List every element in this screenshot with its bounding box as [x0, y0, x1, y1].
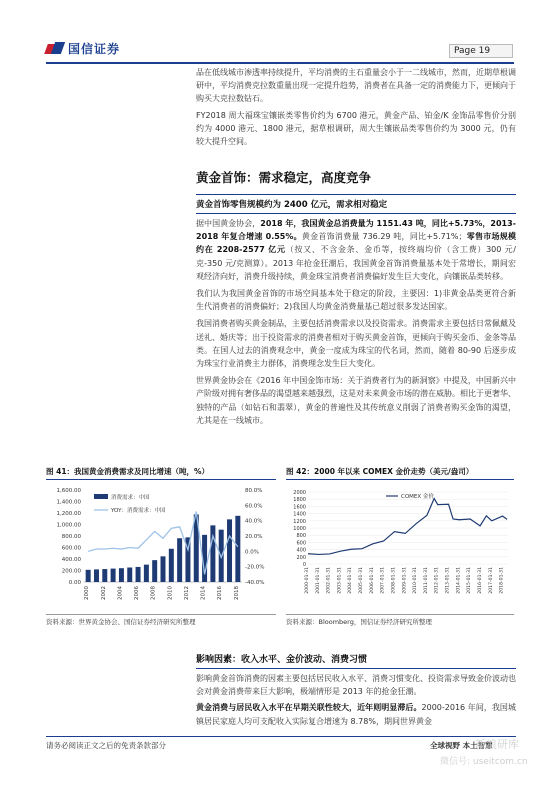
figure-41-rule — [46, 479, 276, 480]
p2-tail: 2000-2016 年间，我国城镇居民家庭人均可支配收入实际复合增速为 8.78%，期间世界黄金 — [196, 703, 516, 726]
figure-42-title: 图 42：2000 年以来 COMEX 金价走势（美元/盎司） — [286, 467, 474, 476]
page-number: Page 19 — [449, 44, 513, 58]
logo-text: 国信证券 — [68, 42, 121, 56]
figure-42-source: 资料来源：Bloomberg，国信证券经济研究所整理 — [286, 618, 432, 626]
footer-disclaimer: 请务必阅读正文之后的免责条款部分 — [46, 741, 166, 750]
section-rule — [196, 194, 516, 195]
bar — [227, 519, 232, 582]
x-tick-label: 2014-01-31 — [456, 567, 462, 594]
y-tick-label: 200 — [296, 554, 306, 561]
x-tick-label: 2006-01-31 — [369, 567, 375, 594]
x-tick-label: 2009-01-31 — [402, 567, 408, 594]
p1-tail: （按又、不含金条、金币等，按终端均价（含工费）300 元/克-350 元/克测算）。2013 年抢金狂潮后，我国黄金首饰消费量基本处于常增长，期间宏观经济向好，消费升级持续，黄金珠宝消费者消费偏好发生巨大变化，向镶嵌品类转移。 — [196, 245, 517, 281]
y-tick-label: 0 — [302, 562, 306, 568]
figure-41-title: 图 41：我国黄金消费需求及同比增速（吨，%） — [46, 467, 210, 476]
section-paragraph-4: 世界黄金协会在《2016 年中国金饰市场：关于消费者行为的新洞察》中提及，中国新兴中产阶级对拥有奢侈品的渴望越来越强烈，这是对未来黄金市场的潜在威胁。相比于更奢华、独特的产品（如钻石和翡翠），黄金的普遍性及其传统意义削弱了消费者购买金饰的渴望，尤其是在一线城市。 — [196, 376, 516, 425]
p1-highlight-2: 零售市场规模约在 2208-2577 亿元 — [196, 232, 516, 255]
gold-section — [196, 168, 516, 427]
right-tick-label: -40.0% — [245, 580, 265, 586]
x-tick-label: 2016-01-31 — [477, 567, 483, 594]
bar — [111, 569, 116, 582]
bar — [102, 569, 107, 582]
bar — [235, 516, 240, 582]
bar — [127, 568, 132, 582]
y-tick-label: 1800 — [293, 497, 306, 504]
right-tick-label: 40.0% — [245, 518, 263, 525]
figure-41-source: 资料来源：世界黄金协会、国信证券经济研究所整理 — [46, 618, 196, 626]
bar — [144, 565, 149, 582]
figure-42-chart — [286, 482, 514, 612]
comex-gold-line — [308, 498, 507, 554]
bar — [94, 569, 99, 582]
bar — [177, 538, 182, 582]
figure-41-source-rule — [46, 614, 276, 615]
figure-41-chart — [46, 482, 276, 612]
intro-paragraph-2: FY2018 周大福珠宝镶嵌类零售价约为 6700 港元，黄金产品、铂金/K 金饰品零售价分别约为 4000 港元、1800 港元，据草根调研，周大生镶嵌品类零售价约为 3000 元，仍有较大提升空间。 — [196, 110, 516, 147]
left-tick-label: 1,400.00 — [56, 499, 81, 506]
x-tick-label: 2011-01-31 — [423, 567, 429, 594]
figure-42-source-rule — [286, 614, 514, 615]
right-tick-label: 0.0% — [245, 549, 259, 556]
left-tick-label: 400.00 — [61, 557, 81, 563]
x-tick-label: 2002-01-31 — [326, 567, 332, 594]
y-tick-label: 1000 — [293, 526, 306, 532]
y-tick-label: 2000 — [293, 490, 306, 496]
x-tick-label: 2010-01-31 — [413, 567, 419, 594]
left-tick-label: 0.00 — [68, 580, 81, 586]
y-tick-label: 1200 — [293, 518, 306, 525]
x-tick-label: 2002 — [100, 586, 107, 600]
p2-highlight: 黄金消费与居民收入水平在早期关联性较大，近年则明显滞后。 — [196, 703, 422, 713]
x-tick-label: 2007-01-31 — [380, 567, 386, 594]
x-tick-label: 2014 — [200, 586, 207, 600]
x-tick-label: 2000-01-31 — [305, 567, 310, 594]
figure-42 — [286, 466, 514, 626]
x-tick-label: 2004 — [117, 586, 124, 600]
watermark-wechat: 微信号: useitcom.cn — [440, 757, 528, 767]
left-tick-label: 1,600.00 — [56, 488, 81, 494]
subtitle-rule — [196, 213, 516, 214]
x-tick-label: 2006 — [134, 586, 141, 600]
right-tick-label: 20.0% — [245, 534, 263, 540]
left-tick-label: 1,200.00 — [56, 511, 81, 517]
x-tick-label: 2008-01-31 — [391, 567, 397, 594]
factors-title: 影响因素：收入水平、金价波动、消费习惯 — [196, 655, 368, 665]
section-title: 黄金首饰：需求稳定，高度竞争 — [196, 170, 372, 185]
footer-rule — [46, 736, 516, 737]
header-rule — [46, 62, 514, 64]
legend-label: COMEX 金价 — [401, 494, 434, 500]
bar — [136, 567, 141, 582]
left-tick-label: 800.00 — [61, 534, 81, 540]
left-tick-label: 600.00 — [61, 545, 81, 552]
legend-bar-label: 消费需求：中国 — [111, 495, 150, 501]
bar — [169, 549, 174, 582]
x-tick-label: 2000 — [84, 586, 91, 600]
right-tick-label: 80.0% — [245, 488, 263, 494]
y-tick-label: 400 — [296, 547, 306, 554]
x-tick-label: 2017-01-31 — [488, 567, 494, 594]
x-tick-label: 2018-01-31 — [499, 567, 505, 594]
y-tick-label: 1600 — [293, 504, 306, 511]
bar — [210, 525, 215, 582]
factors-paragraph-1: 影响黄金首饰消费的因素主要包括居民收入水平、消费习惯变化、投资需求导致金价波动也会对黄金消费带来巨大影响，极端情形是 2013 年的抢金狂潮。 — [196, 674, 516, 697]
x-tick-label: 2015-01-31 — [467, 567, 473, 594]
watermark-brand: 新浪研库 — [475, 738, 519, 751]
legend-bar-swatch — [94, 494, 108, 499]
section-paragraph-1 — [196, 217, 516, 283]
x-tick-label: 2012-01-31 — [434, 567, 440, 594]
section-paragraph-2: 我们认为我国黄金首饰的市场空间基本处于稳定的阶段，主要因：1)非黄金品类更符合新生代消费者的消费偏好；2)我国人均黄金消费量基已超过很多发达国家。 — [196, 289, 516, 312]
brand-logo — [46, 40, 120, 57]
x-tick-label: 2013-01-31 — [445, 567, 451, 594]
p1-highlight-1: 2018 年，我国黄金总消费量为 1151.43 吨，同比+5.73%，2013-2018 年复合增速 0.55%。 — [196, 219, 517, 242]
bar — [152, 560, 157, 582]
y-tick-label: 600 — [296, 540, 306, 547]
x-tick-label: 2004-01-31 — [348, 567, 354, 594]
intro-block — [196, 66, 516, 148]
footer-slogan: 全球视野 本土智慧 — [430, 741, 493, 750]
x-tick-label: 2010 — [167, 586, 174, 600]
p1-mid: 黄金首饰消费量 736.29 吨，同比+5.71%； — [301, 232, 467, 242]
y-tick-label: 1400 — [293, 511, 306, 518]
bar — [119, 568, 124, 582]
section-paragraph-3: 我国消费者购买黄金制品，主要包括消费需求以及投资需求。消费需求主要包括日常佩戴及送礼、婚庆等；出于投资需求的消费者相对于购买黄金首饰，更倾向于购买金币、金条等品类。在国人过去的消费观念中，黄金一度成为珠宝的代名词，然而，随着 80-90 后逐步成为珠宝行业消费主力群体，消费理念发生巨大变化。 — [196, 319, 516, 369]
logo-mark-icon — [46, 42, 64, 56]
figure-41 — [46, 466, 276, 626]
x-tick-label: 2016 — [217, 586, 224, 600]
left-tick-label: 200.00 — [61, 568, 81, 575]
left-tick-label: 1,000.00 — [56, 522, 81, 529]
x-tick-label: 2008 — [150, 586, 157, 600]
bar — [86, 570, 91, 582]
figure-42-rule — [286, 479, 514, 480]
legend-line-label: YOY：消费需求：中国 — [111, 508, 166, 514]
x-tick-label: 2018 — [233, 586, 240, 600]
right-tick-label: 60.0% — [245, 503, 263, 510]
p1-lead: 据中国黄金协会， — [196, 219, 261, 228]
x-tick-label: 2003-01-31 — [337, 567, 343, 594]
factors-rule — [196, 668, 516, 669]
factors-paragraph-2 — [196, 701, 516, 727]
factors-section — [196, 652, 516, 728]
bar — [161, 556, 166, 582]
right-tick-label: -20.0% — [245, 564, 265, 571]
x-tick-label: 2012 — [183, 586, 190, 600]
section-subtitle: 黄金首饰零售规模约为 2400 亿元，需求相对稳定 — [196, 200, 388, 210]
x-tick-label: 2005-01-31 — [359, 567, 365, 594]
x-tick-label: 2001-01-31 — [315, 567, 321, 594]
intro-paragraph-1: 品在低线城市渗透率持续提升，平均消费的主石重量会小于一二线城市，然而，近期草根调研中，平均消费克拉数重量出现一定提升趋势，消费者在具备一定的消费能力下，更倾向于购买大克拉数钻石。 — [196, 68, 516, 104]
y-tick-label: 800 — [296, 533, 306, 540]
